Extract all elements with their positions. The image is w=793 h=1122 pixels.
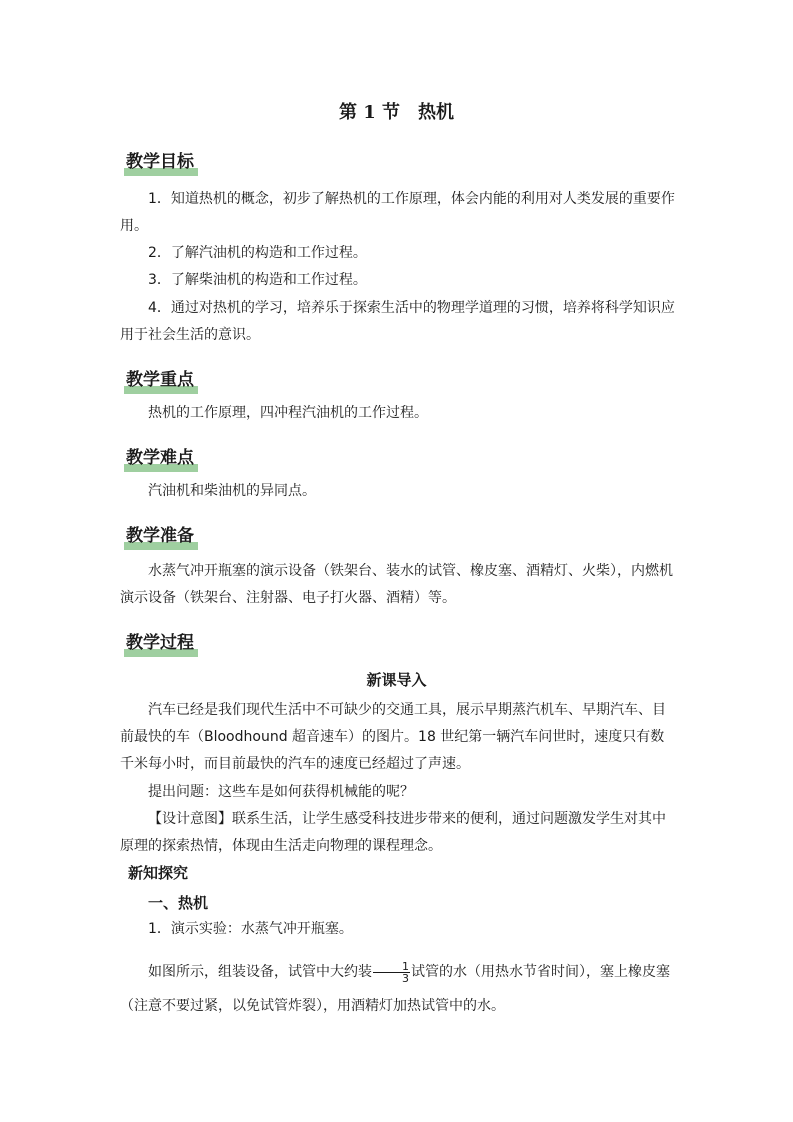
- heading-process: 教学过程: [126, 632, 194, 654]
- goal-3: 3．了解柴油机的构造和工作过程。: [148, 272, 367, 288]
- prep-text: 水蒸气冲开瓶塞的演示设备（铁架台、装水的试管、橡皮塞、酒精灯、火柴），内燃机演示设备（铁架台、注射器、电子打火器、酒精）等。: [120, 563, 673, 606]
- intro-text: 汽车已经是我们现代生活中不可缺少的交通工具，展示早期蒸汽机车、早期汽车、目前最快的车（Bloodhound 超音速车）的图片。18 世纪第一辆汽车问世时，速度只有数千米每小时，而目前最快的汽车的速度已经超过了声速。: [120, 702, 666, 772]
- explore-title: 新知探究: [128, 864, 189, 882]
- design-intent: 【设计意图】联系生活，让学生感受科技进步带来的便利，通过问题激发学生对其中原理的探索热情，体现由生活走向物理的课程理念。: [120, 811, 666, 854]
- page-title: [0, 98, 793, 124]
- section-name: 热机: [418, 102, 455, 123]
- heading-key: 教学重点: [126, 369, 194, 391]
- heading-prep: 教学准备: [126, 525, 194, 547]
- setup-text: 如图所示，组装设备，试管中大约装 $\frac{1}{3}$ 试管的水（用热水节省时间），塞上橡皮塞（注意不要过紧，以免试管炸裂），用酒精灯加热试管中的水。: [120, 959, 670, 1014]
- difficult-text: 汽油机和柴油机的异同点。: [148, 483, 316, 499]
- question-text: 提出问题：这些车是如何获得机械能的呢？: [148, 784, 414, 800]
- subheading-heat-engine: 一、热机: [148, 894, 209, 912]
- heading-goals: 教学目标: [126, 151, 194, 173]
- goal-1: 1．知道热机的概念，初步了解热机的工作原理，体会内能的利用对人类发展的重要作用。: [120, 191, 675, 234]
- intro-title: 新课导入: [366, 671, 427, 689]
- section-number: 第 1 节: [338, 102, 401, 123]
- goal-2: 2．了解汽油机的构造和工作过程。: [148, 245, 367, 261]
- key-text: 热机的工作原理，四冲程汽油机的工作过程。: [148, 405, 428, 421]
- goal-4: 4．通过对热机的学习，培养乐于探索生活中的物理学道理的习惯，培养将科学知识应用于社会生活的意识。: [120, 300, 675, 343]
- demo-text: 1．演示实验：水蒸气冲开瓶塞。: [148, 921, 353, 937]
- heading-difficult: 教学难点: [126, 447, 194, 469]
- fraction-one-third: $\frac{1}{3}$: [373, 961, 410, 984]
